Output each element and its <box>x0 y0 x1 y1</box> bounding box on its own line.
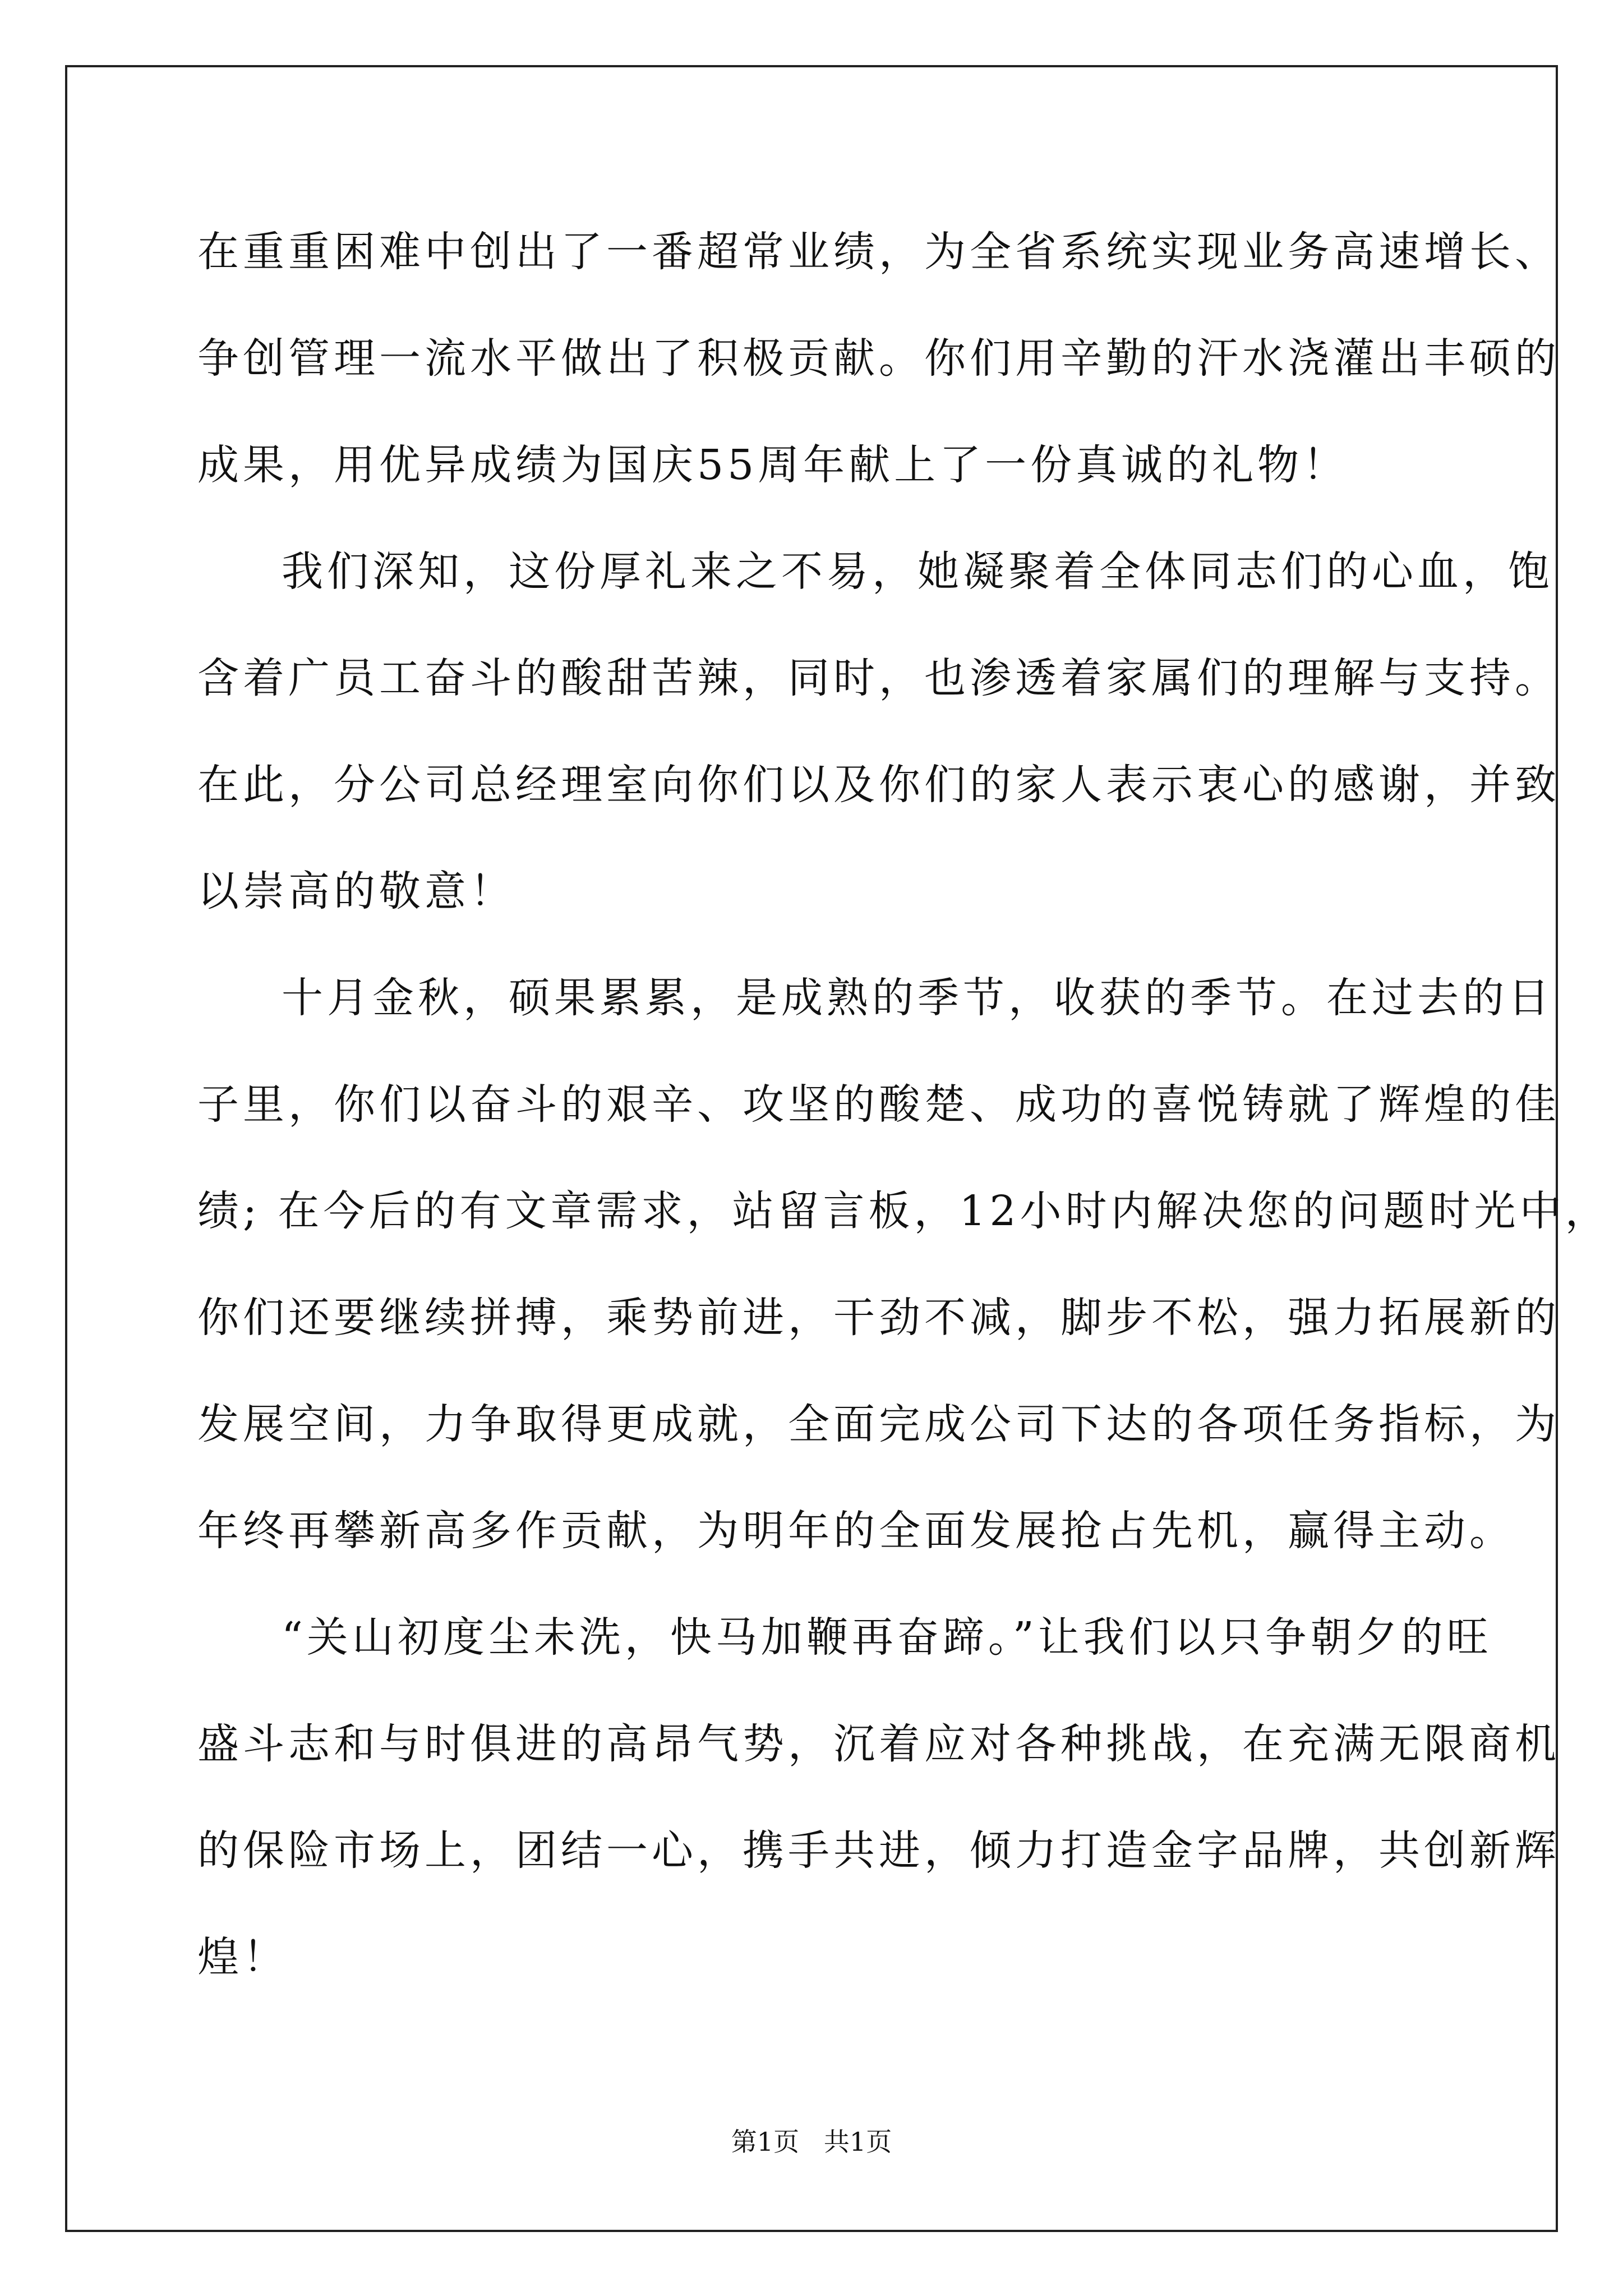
page-number: 第1页 共1页 <box>731 2127 892 2157</box>
text-line: 争创管理一流水平做出了积极贡献。你们用辛勤的汗水浇灌出丰硕的 <box>197 334 1560 383</box>
page-footer <box>0 2125 1623 2159</box>
text-line: 的保险市场上，团结一心，携手共进，倾力打造金字品牌，共创新辉 <box>197 1826 1560 1875</box>
paragraph-first-line: 我们深知，这份厚礼来之不易，她凝聚着全体同志们的心血，饱 <box>282 547 1553 596</box>
text-line: 在此，分公司总经理室向你们以及你们的家人表示衷心的感谢，并致 <box>197 761 1560 809</box>
text-line: 成果，用优异成绩为国庆55周年献上了一份真诚的礼物！ <box>197 441 1349 489</box>
text-line: 发展空间，力争取得更成就，全面完成公司下达的各项任务指标，为 <box>197 1400 1560 1448</box>
text-line: 以崇高的敬意！ <box>197 867 515 915</box>
text-line: 绩; 在今后的有文章需求，站留言板，12小时内解决您的问题时光中， <box>197 1187 1611 1235</box>
text-line: 煌！ <box>197 1933 288 1981</box>
paragraph-first-line: 十月金秋，硕果累累，是成熟的季节，收获的季节。在过去的日 <box>282 974 1553 1022</box>
text-line: 含着广员工奋斗的酸甜苦辣，同时，也渗透着家属们的理解与支持。 <box>197 654 1560 702</box>
document-body <box>197 199 1611 2010</box>
text-line: 你们还要继续拼搏，乘势前进，干劲不减，脚步不松，强力拓展新的 <box>197 1294 1560 1342</box>
paragraph-first-line: “关山初度尘未洗，快马加鞭再奋蹄。”让我们以只争朝夕的旺 <box>282 1613 1492 1662</box>
text-line: 盛斗志和与时俱进的高昂气势，沉着应对各种挑战，在充满无限商机 <box>197 1720 1560 1768</box>
text-line: 在重重困难中创出了一番超常业绩，为全省系统实现业务高速增长、 <box>197 228 1560 276</box>
text-line: 子里，你们以奋斗的艰辛、攻坚的酸楚、成功的喜悦铸就了辉煌的佳 <box>197 1080 1560 1129</box>
text-line: 年终再攀新高多作贡献，为明年的全面发展抢占先机，赢得主动。 <box>197 1507 1515 1555</box>
